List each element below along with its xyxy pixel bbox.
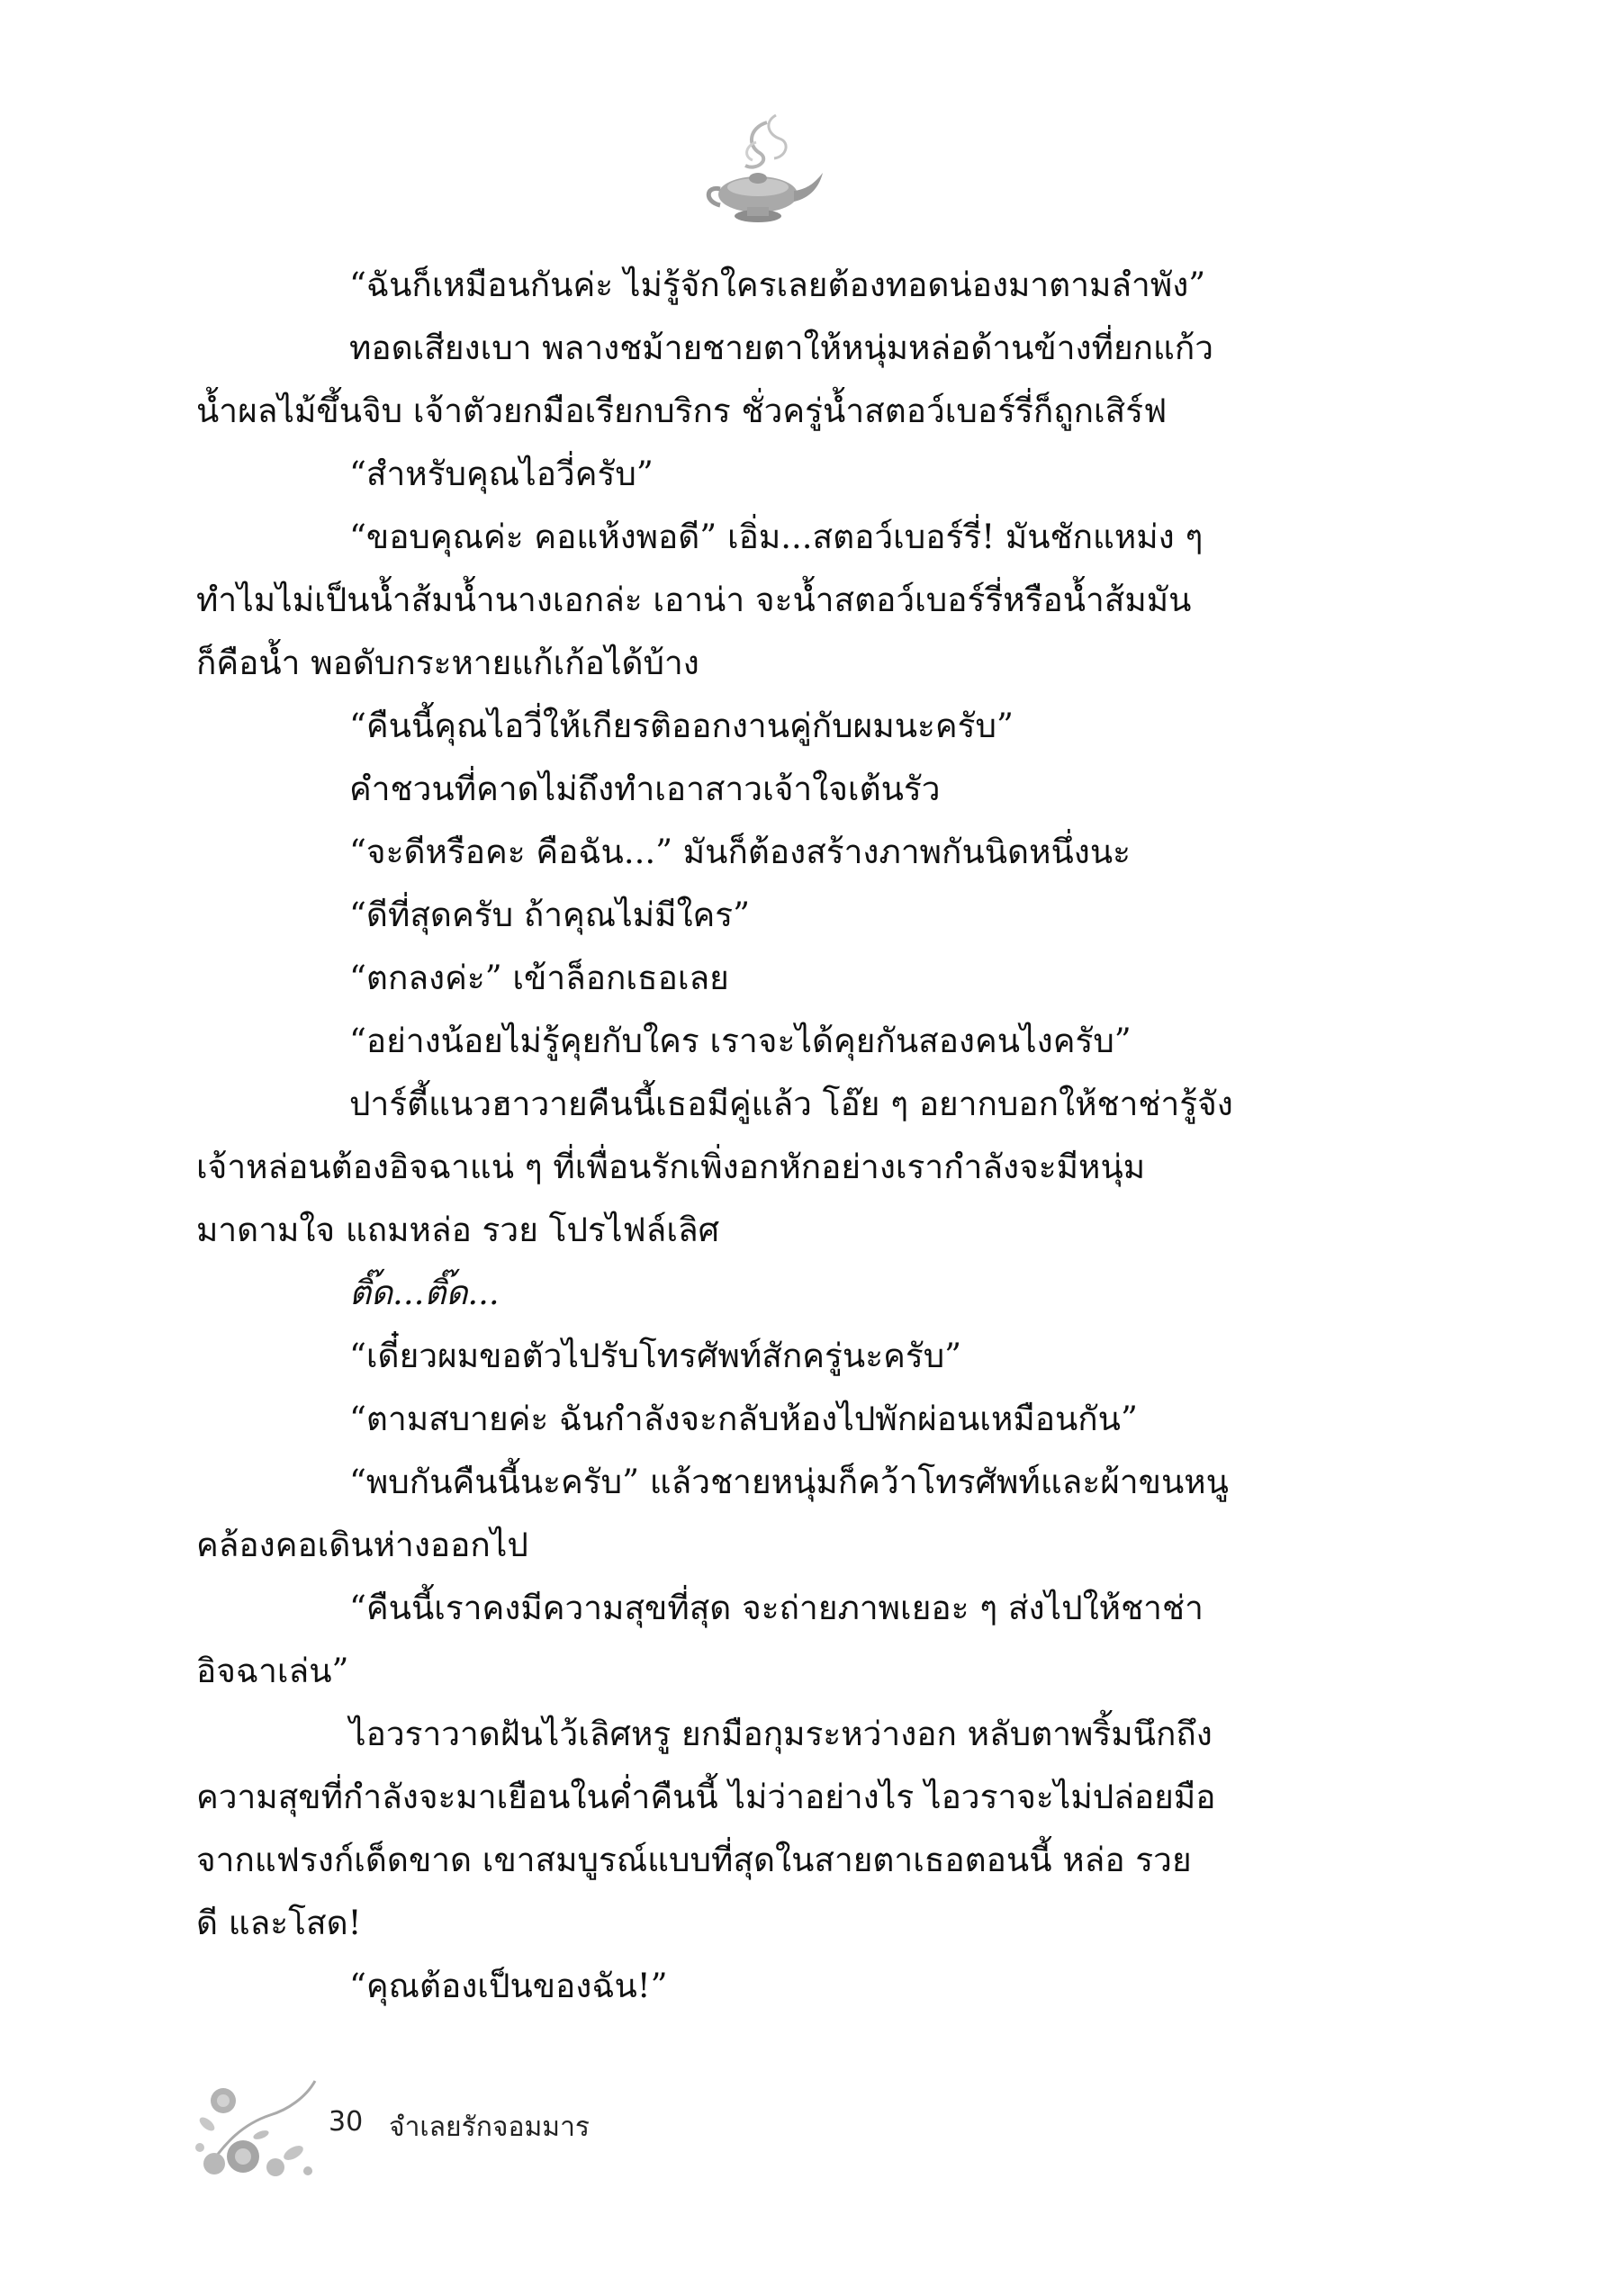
text-line: ก็คือน้ำ พอดับกระหายแก้เก้อได้บ้าง xyxy=(196,644,699,682)
text-line: อิจฉาเล่น” xyxy=(196,1652,349,1690)
text-line: “คุณต้องเป็นของฉัน!” xyxy=(349,1967,668,2005)
text-line: “ฉันก็เหมือนกันค่ะ ไม่รู้จักใครเลยต้องทอดน่องมาตามลำพัง” xyxy=(349,266,1206,304)
story-text-block xyxy=(196,254,1339,2018)
page-footer xyxy=(189,2070,819,2187)
rose-flourish-ornament-icon xyxy=(189,2070,333,2187)
text-line: คำชวนที่คาดไม่ถึงทำเอาสาวเจ้าใจเต้นรัว xyxy=(349,770,941,808)
text-line: “อย่างน้อยไม่รู้คุยกับใคร เราจะได้คุยกันสองคนไงครับ” xyxy=(349,1022,1132,1060)
text-line: “ตกลงค่ะ” เข้าล็อกเธอเลย xyxy=(349,959,729,997)
text-line: “ตามสบายค่ะ ฉันกำลังจะกลับห้องไปพักผ่อนเหมือนกัน” xyxy=(349,1400,1138,1438)
text-line: มาดามใจ แถมหล่อ รวย โปรไฟล์เลิศ xyxy=(196,1211,720,1249)
text-line: “สำหรับคุณไอวี่ครับ” xyxy=(349,455,654,493)
text-line: ดี และโสด! xyxy=(196,1904,362,1942)
text-line: “คืนนี้เราคงมีความสุขที่สุด จะถ่ายภาพเยอะ ๆ ส่งไปให้ชาช่า xyxy=(349,1589,1204,1627)
text-line: ไอวราวาดฝันไว้เลิศหรู ยกมือกุมระหว่างอก หลับตาพริ้มนึกถึง xyxy=(349,1715,1213,1753)
text-line: ทอดเสียงเบา พลางชม้ายชายตาให้หนุ่มหล่อด้านข้างที่ยกแก้ว xyxy=(349,329,1214,367)
book-title: จำเลยรักจอมมาร xyxy=(389,2111,591,2143)
text-line: “คืนนี้คุณไอวี่ให้เกียรติออกงานคู่กับผมนะครับ” xyxy=(349,707,1014,745)
text-line: “จะดีหรือคะ คือฉัน...” มันก็ต้องสร้างภาพกันนิดหนึ่งนะ xyxy=(349,833,1131,871)
text-line: ความสุขที่กำลังจะมาเยือนในค่ำคืนนี้ ไม่ว่าอย่างไร ไอวราจะไม่ปล่อยมือ xyxy=(196,1778,1216,1816)
text-line: น้ำผลไม้ขึ้นจิบ เจ้าตัวยกมือเรียกบริกร ชั่วครู่น้ำสตอว์เบอร์รี่ก็ถูกเสิร์ฟ xyxy=(196,392,1168,430)
text-line: ทำไมไม่เป็นน้ำส้มน้ำนางเอกล่ะ เอาน่า จะน้ำสตอว์เบอร์รี่หรือน้ำส้มมัน xyxy=(196,581,1192,619)
text-line: ติ๊ด...ติ๊ด... xyxy=(349,1274,500,1312)
text-line: “เดี๋ยวผมขอตัวไปรับโทรศัพท์สักครู่นะครับ” xyxy=(349,1337,962,1375)
text-line: “ดีที่สุดครับ ถ้าคุณไม่มีใคร” xyxy=(349,896,751,934)
text-line: คล้องคอเดินห่างออกไป xyxy=(196,1526,528,1564)
text-line: “ขอบคุณค่ะ คอแห้งพอดี” เอิ่ม...สตอว์เบอร์รี่! มันชักแหม่ง ๆ xyxy=(349,518,1204,556)
text-line: ปาร์ตี้แนวฮาวายคืนนี้เธอมีคู่แล้ว โอ๊ย ๆ อยากบอกให้ชาช่ารู้จัง xyxy=(349,1085,1233,1123)
text-line: “พบกันคืนนี้นะครับ” แล้วชายหนุ่มก็คว้าโทรศัพท์และผ้าขนหนู xyxy=(349,1463,1229,1501)
genie-lamp-ornament-icon xyxy=(693,106,828,241)
text-line: จากแฟรงก์เด็ดขาด เขาสมบูรณ์แบบที่สุดในสายตาเธอตอนนี้ หล่อ รวย xyxy=(196,1841,1192,1879)
text-line: เจ้าหล่อนต้องอิจฉาแน่ ๆ ที่เพื่อนรักเพิ่งอกหักอย่างเรากำลังจะมีหนุ่ม xyxy=(196,1148,1146,1186)
page-number: 30 xyxy=(329,2106,364,2138)
